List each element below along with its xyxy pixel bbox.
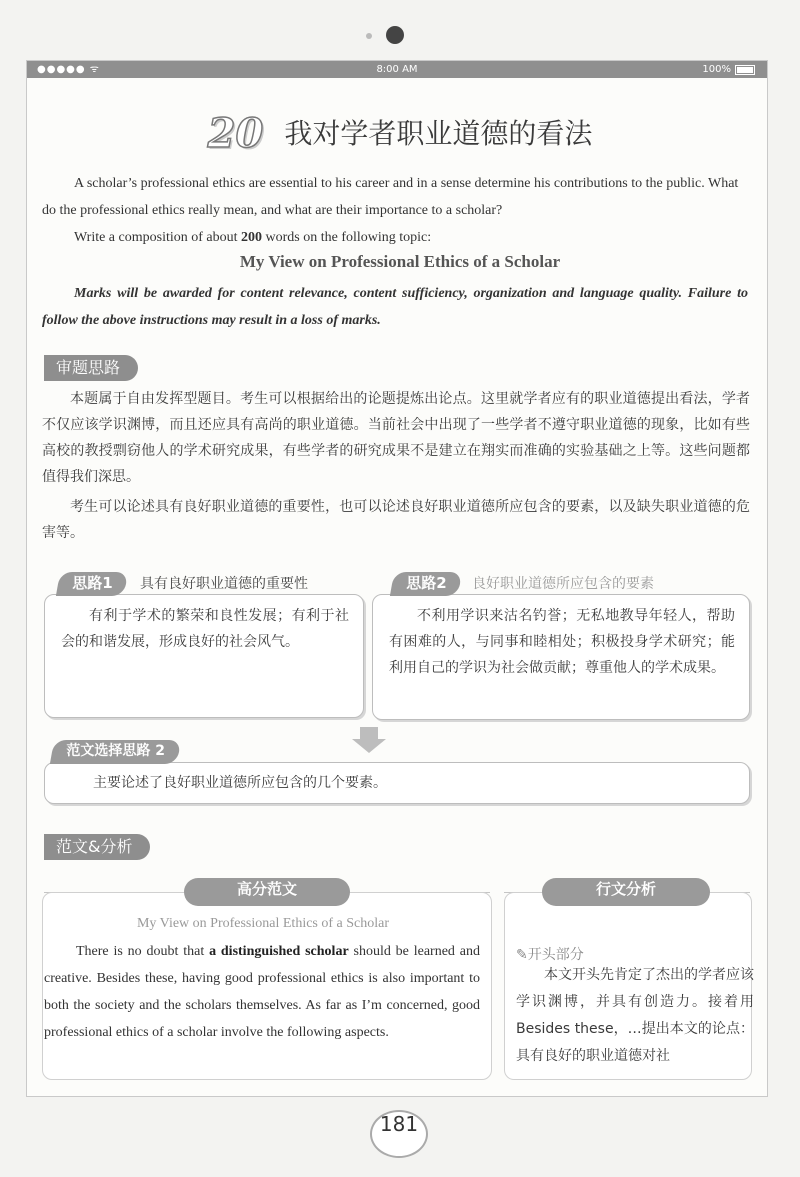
essay-paragraph	[44, 938, 480, 1046]
analysis-heading: 行文分析	[542, 878, 710, 906]
battery-indicator	[702, 61, 755, 78]
idea1-tag	[56, 572, 129, 596]
status-time: 8:00 AM	[376, 64, 418, 75]
choice-box	[44, 762, 750, 804]
idea2-tag	[390, 572, 463, 596]
battery-percent: 100%	[702, 64, 731, 75]
prompt-instruction	[42, 224, 748, 251]
section-analysis-tag: 审题思路	[44, 355, 138, 381]
idea1-tag-label: 思路1	[72, 574, 113, 592]
prompt-topic: My View on Professional Ethics of a Scholar	[239, 252, 561, 271]
title-text: 我对学者职业道德的看法	[284, 117, 593, 150]
analysis-paragraph: 本文开头先肯定了杰出的学者应该学识渊博，并具有创造力。接着用 Besides these，…提出本文的论点：具有良好的职业道德对社	[516, 967, 754, 1064]
idea1-label: 具有良好职业道德的重要性	[140, 576, 308, 592]
camera-icon	[386, 26, 404, 44]
analysis-paragraph-1: 本题属于自由发挥型题目。考生可以根据给出的论题提炼出论点。这里就学者应有的职业道德提出看法，学者不仅应该学识渊博，而且还应具有高尚的职业道德。当前社会中出现了一些学者不遵守职业道德的现象，比如有些高校的教授剽窃他人的学术研究成果，有些学者的研究成果不是建立在翔实而准确的实验基础之上等。这些问题都值得我们深思。	[42, 391, 750, 485]
section-essay-tag: 范文&分析	[44, 834, 150, 860]
prompt-marks: Marks will be awarded for content relevance, content sufficiency, organization and language quality. Failure to follow the above instructions may result in a loss of marks.	[42, 286, 748, 328]
essay-text-post: should be learned and creative. Besides these, having good professional ethics is also important to both the society and the scholars themselves. As far as I’m concerned, good professional ethics of a scholar involve the following aspects.	[44, 944, 480, 1040]
analysis-paragraph-2: 考生可以论述具有良好职业道德的重要性，也可以论述良好职业道德所应包含的要素，以及缺失职业道德的危害等。	[42, 499, 750, 541]
opening-label	[516, 944, 584, 964]
essay-text-pre: There is no doubt that	[76, 944, 210, 959]
idea1-box	[44, 594, 364, 718]
idea2-tag-label: 思路2	[406, 574, 447, 592]
choice-text: 主要论述了良好职业道德所应包含的几个要素。	[93, 775, 387, 791]
idea2-text: 不利用学识来沽名钓誉；无私地教导年轻人，帮助有困难的人，与同事和睦相处；积极投身学术研究；能利用自己的学识为社会做贡献；尊重他人的学术成果。	[389, 608, 735, 676]
page-title	[0, 110, 800, 157]
prompt-paragraph: A scholar’s professional ethics are essential to his career and in a sense determine his contributions to the public. What do the professional ethics really mean, and what are their importance to a scholar?	[42, 176, 739, 218]
choice-tag-label: 范文选择思路 2	[66, 743, 165, 759]
idea1-text: 有利于学术的繁荣和良性发展；有利于社会的和谐发展，形成良好的社会风气。	[61, 608, 349, 650]
word-count: 200	[241, 230, 263, 245]
instruction-pre: Write a composition of about	[74, 230, 242, 245]
down-arrow-icon	[360, 727, 378, 739]
status-bar	[27, 61, 767, 78]
sensor-dot	[366, 33, 372, 39]
page-number: 181	[370, 1110, 428, 1158]
opening-label-text: 开头部分	[527, 947, 584, 963]
pencil-icon: ✎	[516, 947, 528, 963]
battery-icon	[735, 65, 755, 75]
idea2-box	[372, 594, 750, 720]
choice-tag	[50, 740, 181, 764]
idea2-label: 良好职业道德所应包含的要素	[472, 576, 654, 592]
essay-title: My View on Professional Ethics of a Scholar	[136, 916, 390, 931]
essay-text-bold: a distinguished scholar	[209, 944, 349, 959]
title-number: 20	[207, 110, 264, 157]
essay-heading: 高分范文	[184, 878, 350, 906]
instruction-post: words on the following topic:	[262, 230, 432, 245]
signal-icon: ●●●●● ᯤ	[37, 64, 100, 75]
